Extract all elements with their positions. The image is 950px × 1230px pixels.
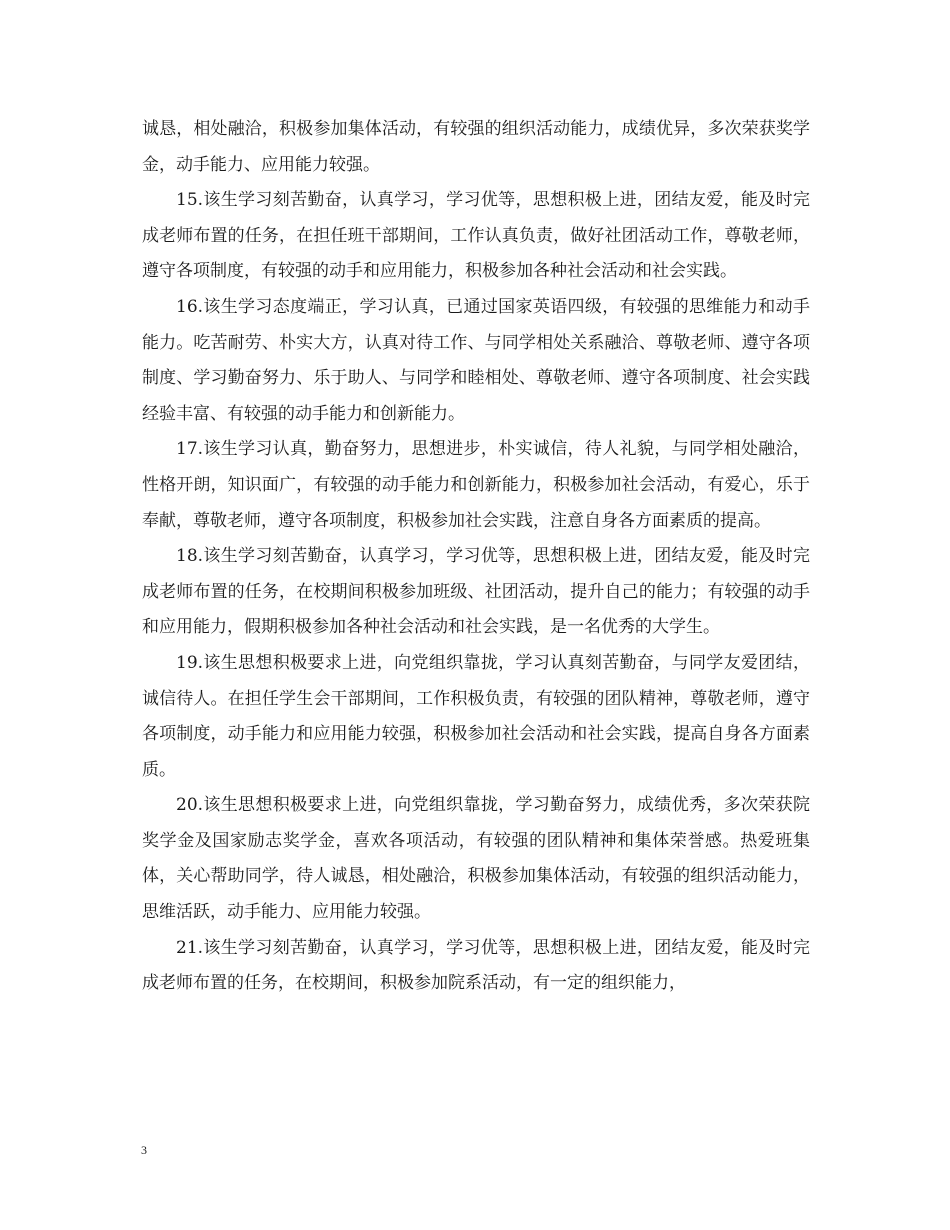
paragraph-continuation: 诚恳，相处融洽，积极参加集体活动，有较强的组织活动能力，成绩优异，多次荣获奖学金，动手能力、应用能力较强。	[142, 119, 810, 175]
paragraph-item-20: 20.该生思想积极要求上进，向党组织靠拢，学习勤奋努力，成绩优秀，多次荣获院奖学金及国家励志奖学金，喜欢各项活动，有较强的团队精神和集体荣誉感。热爱班集体，关心帮助同学，待人诚恳，相处融洽，积极参加集体活动，有较强的组织活动能力，思维活跃，动手能力、应用能力较强。	[142, 795, 810, 923]
document-body	[142, 112, 810, 1002]
paragraph-item-17: 17.该生学习认真，勤奋努力，思想进步，朴实诚信，待人礼貌，与同学相处融洽，性格开朗，知识面广，有较强的动手能力和创新能力，积极参加社会活动，有爱心，乐于奉献，尊敬老师，遵守各项制度，积极参加社会实践，注意自身各方面素质的提高。	[142, 439, 810, 531]
paragraph-item-19: 19.该生思想积极要求上进，向党组织靠拢，学习认真刻苦勤奋，与同学友爱团结，诚信待人。在担任学生会干部期间，工作积极负责，有较强的团队精神，尊敬老师，遵守各项制度，动手能力和应用能力较强，积极参加社会活动和社会实践，提高自身各方面素质。	[142, 652, 810, 780]
page-number: 3	[141, 1143, 147, 1157]
paragraph-item-16: 16.该生学习态度端正，学习认真，已通过国家英语四级，有较强的思维能力和动手能力。吃苦耐劳、朴实大方，认真对待工作、与同学相处关系融洽、尊敬老师、遵守各项制度、学习勤奋努力、乐于助人、与同学和睦相处、尊敬老师、遵守各项制度、社会实践经验丰富、有较强的动手能力和创新能力。	[142, 296, 810, 424]
paragraph-item-15: 15.该生学习刻苦勤奋，认真学习，学习优等，思想积极上进，团结友爱，能及时完成老师布置的任务，在担任班干部期间，工作认真负责，做好社团活动工作，尊敬老师，遵守各项制度，有较强的动手和应用能力，积极参加各种社会活动和社会实践。	[142, 190, 810, 282]
paragraph-item-18: 18.该生学习刻苦勤奋，认真学习，学习优等，思想积极上进，团结友爱，能及时完成老师布置的任务，在校期间积极参加班级、社团活动，提升自己的能力；有较强的动手和应用能力，假期积极参加各种社会活动和社会实践，是一名优秀的大学生。	[142, 546, 810, 638]
paragraph-item-21: 21.该生学习刻苦勤奋，认真学习，学习优等，思想积极上进，团结友爱，能及时完成老师布置的任务，在校期间，积极参加院系活动，有一定的组织能力，	[142, 937, 810, 994]
